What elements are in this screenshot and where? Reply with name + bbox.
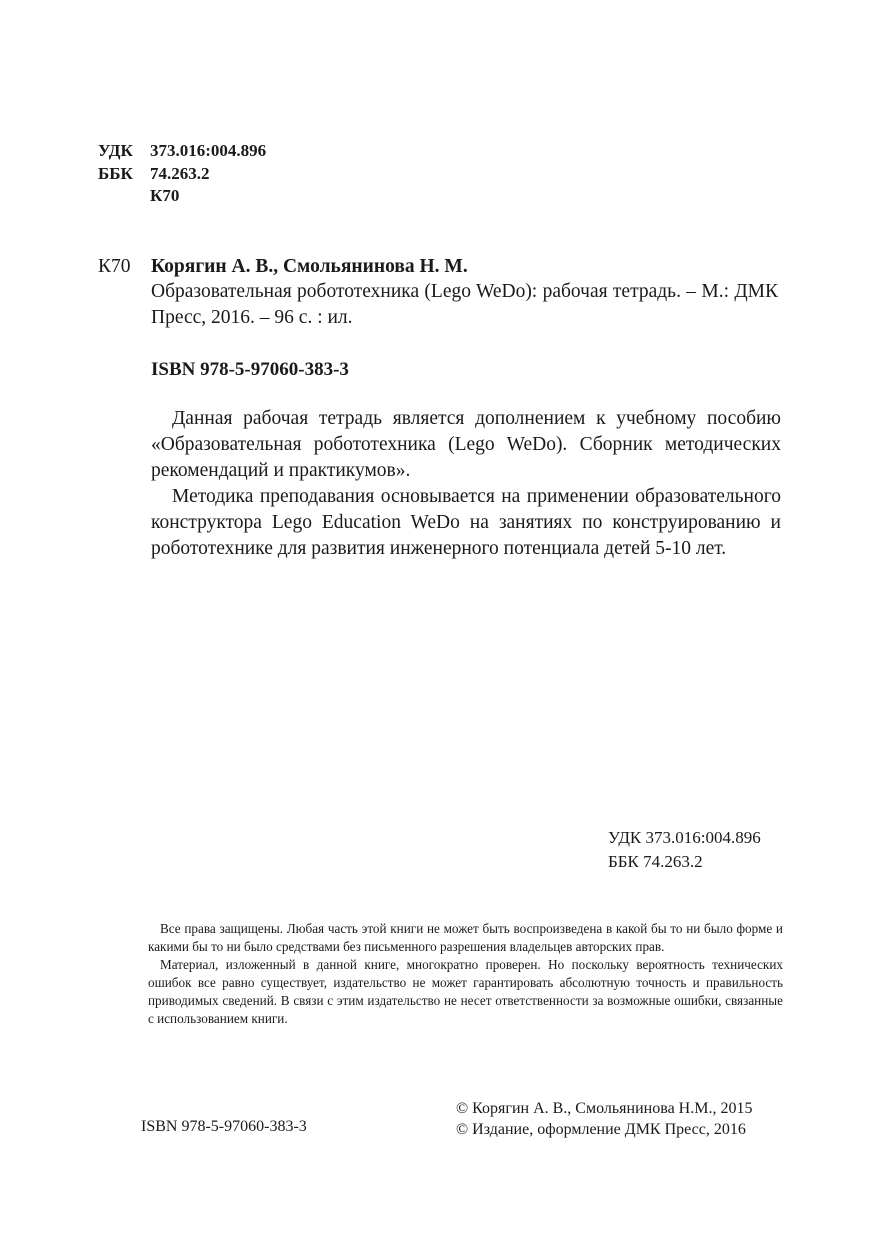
isbn-bottom: ISBN 978-5-97060-383-3 xyxy=(141,1118,307,1135)
annotation-paragraph: Данная рабочая тетрадь является дополнением к учебному пособию «Образовательная робототехника (Lego WeDo). Сборник методических рекомендаций и практикумов». xyxy=(151,408,781,481)
copyright-block xyxy=(456,1098,752,1140)
author-mark-row xyxy=(98,185,266,208)
classification-block xyxy=(98,140,266,208)
bbk-label: ББК xyxy=(98,163,133,183)
copyright-publisher: © Издание, оформление ДМК Пресс, 2016 xyxy=(456,1121,746,1138)
annotation xyxy=(151,406,781,562)
copyright-authors: © Корягин А. В., Смольянинова Н.М., 2015 xyxy=(456,1100,753,1117)
udk-index: УДК 373.016:004.896 xyxy=(608,828,761,847)
record-author-mark: К70 xyxy=(98,256,131,277)
record-heading xyxy=(98,255,778,279)
legal-paragraph: Материал, изложенный в данной книге, многократно проверен. Но поскольку вероятность технических ошибок все равно существует, издательство не может гарантировать абсолютную точность и правильность приводимых сведений. В связи с этим издательство не несет ответственности за возможные ошибки, связанные с использованием книги. xyxy=(148,957,783,1026)
bbk-value: 74.263.2 xyxy=(150,163,210,183)
udk-row xyxy=(98,140,266,163)
legal-notice xyxy=(148,920,783,1028)
record-description: Образовательная робототехника (Lego WeDo): рабочая тетрадь. – М.: ДМК Пресс, 2016. – 96 с. : ил. xyxy=(151,281,778,328)
udk-label: УДК xyxy=(98,141,133,160)
annotation-paragraph: Методика преподавания основывается на применении образовательного конструктора Lego Education WeDo на занятиях по конструированию и робототехнике для развития инженерного потенциала детей 5-10 лет. xyxy=(151,486,781,559)
isbn-main: ISBN 978-5-97060-383-3 xyxy=(151,359,349,380)
udk-value: 373.016:004.896 xyxy=(150,141,267,160)
bbk-row xyxy=(98,163,266,186)
author-mark-code: К70 xyxy=(150,186,180,205)
record-authors: Корягин А. В., Смольянинова Н. М. xyxy=(151,256,468,277)
legal-paragraph: Все права защищены. Любая часть этой книги не может быть воспроизведена в какой бы то ни было форме и какими бы то ни было средствами без письменного разрешения владельцев авторских прав. xyxy=(148,921,783,954)
bibliographic-record xyxy=(98,255,778,331)
bbk-index: ББК 74.263.2 xyxy=(608,852,703,871)
classification-indices xyxy=(608,826,761,874)
